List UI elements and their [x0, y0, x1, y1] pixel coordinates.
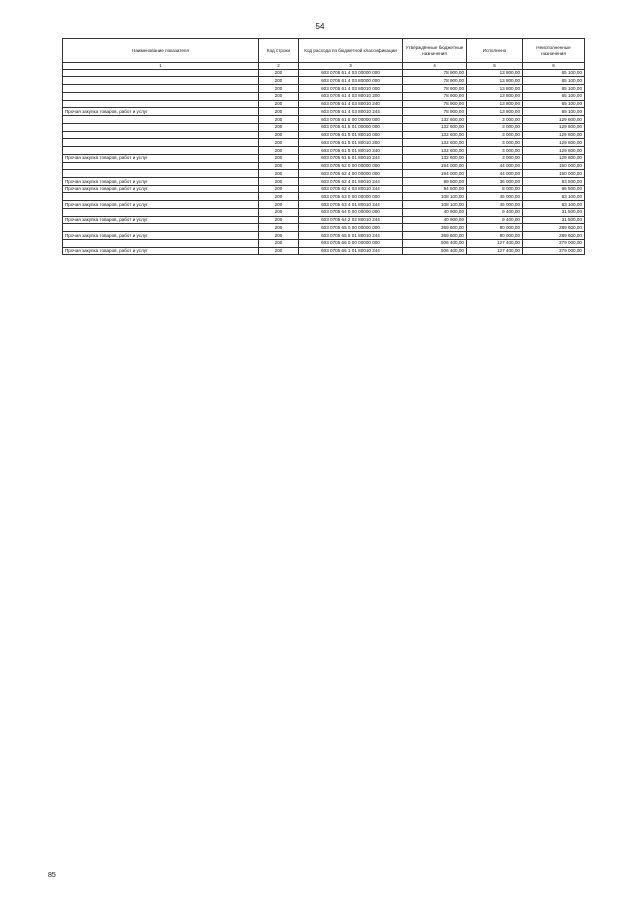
table-row [63, 224, 585, 232]
column-header: Код расхода по бюджетной классификации [299, 39, 403, 63]
column-number: 5 [467, 63, 523, 70]
row-name-cell [63, 77, 259, 85]
row-name-cell [63, 147, 259, 155]
table-row [63, 139, 585, 147]
row-budget-code-cell: 603 0705 61 4 03 80010 240 [299, 100, 403, 108]
row-budget-code-cell: 603 0705 61 4 03 80010 200 [299, 92, 403, 100]
row-approved-amount-cell: 99 500,00 [403, 178, 467, 186]
row-line-code-cell: 200 [259, 139, 299, 147]
row-executed-amount-cell: 80 000,00 [467, 224, 523, 232]
column-header: Наименование показателя [63, 39, 259, 63]
table-row [63, 116, 585, 124]
row-name-cell: Прочая закупка товаров, работ и услуг [63, 247, 259, 255]
table-row [63, 131, 585, 139]
table-row [63, 77, 585, 85]
row-executed-amount-cell: 44 000,00 [467, 170, 523, 178]
footer-number: 85 [48, 872, 56, 879]
row-name-cell: Прочая закупка товаров, работ и услуг [63, 216, 259, 224]
row-line-code-cell: 200 [259, 92, 299, 100]
row-name-cell: Прочая закупка товаров, работ и услуг [63, 232, 259, 240]
column-header: Неисполненные назначения [523, 39, 585, 63]
row-remaining-amount-cell: 63 500,00 [523, 178, 585, 186]
table-row [63, 123, 585, 131]
row-budget-code-cell: 603 0705 61 4 03 80000 000 [299, 77, 403, 85]
row-budget-code-cell: 603 0705 61 5 01 80010 000 [299, 131, 403, 139]
row-name-cell [63, 123, 259, 131]
row-remaining-amount-cell: 129 600,00 [523, 154, 585, 162]
row-name-cell [63, 162, 259, 170]
row-name-cell: Прочая закупка товаров, работ и услуг [63, 108, 259, 116]
table-body [63, 63, 585, 255]
row-remaining-amount-cell: 150 000,00 [523, 162, 585, 170]
row-remaining-amount-cell: 65 100,00 [523, 100, 585, 108]
row-line-code-cell: 200 [259, 185, 299, 193]
row-budget-code-cell: 603 0705 62 4 01 80010 244 [299, 178, 403, 186]
row-line-code-cell: 200 [259, 193, 299, 201]
row-approved-amount-cell: 78 900,00 [403, 85, 467, 93]
row-budget-code-cell: 603 0705 61 4 03 80010 000 [299, 85, 403, 93]
row-executed-amount-cell: 3 000,00 [467, 131, 523, 139]
row-remaining-amount-cell: 65 100,00 [523, 85, 585, 93]
row-budget-code-cell: 603 0705 66 1 01 80010 244 [299, 247, 403, 255]
row-budget-code-cell: 603 0705 62 4 03 80010 244 [299, 185, 403, 193]
column-number-row [63, 63, 585, 70]
row-remaining-amount-cell: 65 100,00 [523, 92, 585, 100]
table-row [63, 100, 585, 108]
row-budget-code-cell: 603 0705 61 4 03 80010 244 [299, 108, 403, 116]
row-line-code-cell: 200 [259, 216, 299, 224]
table-row [63, 201, 585, 209]
column-number: 4 [403, 63, 467, 70]
page-number: 54 [315, 22, 325, 31]
row-remaining-amount-cell: 63 100,00 [523, 193, 585, 201]
row-budget-code-cell: 603 0705 64 0 00 00000 000 [299, 208, 403, 216]
row-executed-amount-cell: 80 000,00 [467, 232, 523, 240]
row-executed-amount-cell: 9 400,00 [467, 208, 523, 216]
row-executed-amount-cell: 3 000,00 [467, 116, 523, 124]
row-remaining-amount-cell: 129 600,00 [523, 139, 585, 147]
row-budget-code-cell: 603 0705 63 0 00 00000 000 [299, 193, 403, 201]
row-line-code-cell: 200 [259, 147, 299, 155]
row-line-code-cell: 200 [259, 131, 299, 139]
row-line-code-cell: 200 [259, 178, 299, 186]
row-approved-amount-cell: 108 100,00 [403, 193, 467, 201]
table-row [63, 162, 585, 170]
row-approved-amount-cell: 369 600,00 [403, 224, 467, 232]
row-name-cell [63, 131, 259, 139]
row-name-cell [63, 100, 259, 108]
column-header: Код строки [259, 39, 299, 63]
table-header-row [63, 39, 585, 63]
column-number: 1 [63, 63, 259, 70]
row-name-cell: Прочая закупка товаров, работ и услуг [63, 178, 259, 186]
row-executed-amount-cell: 44 000,00 [467, 162, 523, 170]
row-budget-code-cell: 603 0705 62 0 00 00000 000 [299, 162, 403, 170]
row-approved-amount-cell: 94 500,00 [403, 185, 467, 193]
table-row [63, 85, 585, 93]
table-row [63, 147, 585, 155]
row-executed-amount-cell: 3 000,00 [467, 139, 523, 147]
table-row [63, 185, 585, 193]
row-line-code-cell: 200 [259, 154, 299, 162]
row-remaining-amount-cell: 129 600,00 [523, 116, 585, 124]
row-approved-amount-cell: 40 900,00 [403, 216, 467, 224]
row-budget-code-cell: 603 0705 62 4 00 00000 000 [299, 170, 403, 178]
row-line-code-cell: 200 [259, 85, 299, 93]
row-budget-code-cell: 603 0705 65 5 01 80010 244 [299, 232, 403, 240]
table-row [63, 193, 585, 201]
row-budget-code-cell: 603 0705 63 4 01 80010 244 [299, 201, 403, 209]
row-remaining-amount-cell: 129 600,00 [523, 123, 585, 131]
row-approved-amount-cell: 132 600,00 [403, 123, 467, 131]
row-remaining-amount-cell: 65 100,00 [523, 69, 585, 77]
table-row [63, 216, 585, 224]
table-row [63, 247, 585, 255]
row-line-code-cell: 200 [259, 247, 299, 255]
table-row [63, 154, 585, 162]
row-executed-amount-cell: 13 800,00 [467, 92, 523, 100]
row-budget-code-cell: 603 0705 61 5 00 00000 000 [299, 116, 403, 124]
row-executed-amount-cell: 127 400,00 [467, 247, 523, 255]
row-name-cell [63, 208, 259, 216]
row-name-cell [63, 239, 259, 247]
row-approved-amount-cell: 132 600,00 [403, 147, 467, 155]
row-executed-amount-cell: 3 000,00 [467, 123, 523, 131]
row-name-cell [63, 139, 259, 147]
row-remaining-amount-cell: 289 600,00 [523, 224, 585, 232]
row-name-cell [63, 69, 259, 77]
table-row [63, 239, 585, 247]
row-line-code-cell: 200 [259, 239, 299, 247]
row-approved-amount-cell: 78 900,00 [403, 100, 467, 108]
row-executed-amount-cell: 13 800,00 [467, 100, 523, 108]
row-approved-amount-cell: 78 900,00 [403, 69, 467, 77]
row-name-cell [63, 116, 259, 124]
row-name-cell: Прочая закупка товаров, работ и услуг [63, 201, 259, 209]
table-row [63, 92, 585, 100]
row-name-cell: Прочая закупка товаров, работ и услуг [63, 185, 259, 193]
row-remaining-amount-cell: 31 500,00 [523, 208, 585, 216]
budget-execution-table [62, 38, 585, 255]
row-executed-amount-cell: 13 800,00 [467, 77, 523, 85]
row-executed-amount-cell: 13 800,00 [467, 108, 523, 116]
row-remaining-amount-cell: 379 000,00 [523, 247, 585, 255]
row-budget-code-cell: 603 0705 61 4 03 00000 000 [299, 69, 403, 77]
row-remaining-amount-cell: 31 500,00 [523, 216, 585, 224]
row-executed-amount-cell: 45 000,00 [467, 201, 523, 209]
row-remaining-amount-cell: 129 600,00 [523, 131, 585, 139]
row-name-cell: Прочая закупка товаров, работ и услуг [63, 154, 259, 162]
row-executed-amount-cell: 13 800,00 [467, 69, 523, 77]
row-approved-amount-cell: 132 600,00 [403, 139, 467, 147]
column-header: Исполнено [467, 39, 523, 63]
row-remaining-amount-cell: 86 500,00 [523, 185, 585, 193]
row-line-code-cell: 200 [259, 123, 299, 131]
column-number: 3 [299, 63, 403, 70]
row-executed-amount-cell: 36 000,00 [467, 178, 523, 186]
table-row [63, 232, 585, 240]
row-approved-amount-cell: 132 600,00 [403, 131, 467, 139]
row-approved-amount-cell: 40 900,00 [403, 208, 467, 216]
row-budget-code-cell: 603 0705 61 5 01 80010 240 [299, 147, 403, 155]
row-line-code-cell: 200 [259, 77, 299, 85]
row-approved-amount-cell: 369 600,00 [403, 232, 467, 240]
row-name-cell [63, 85, 259, 93]
table-row [63, 108, 585, 116]
row-approved-amount-cell: 506 400,00 [403, 239, 467, 247]
row-line-code-cell: 200 [259, 232, 299, 240]
column-number: 6 [523, 63, 585, 70]
row-approved-amount-cell: 194 000,00 [403, 170, 467, 178]
row-remaining-amount-cell: 129 600,00 [523, 147, 585, 155]
row-executed-amount-cell: 127 400,00 [467, 239, 523, 247]
column-header: Утверждённые бюджетные назначения [403, 39, 467, 63]
row-remaining-amount-cell: 150 000,00 [523, 170, 585, 178]
table-row [63, 69, 585, 77]
row-executed-amount-cell: 13 800,00 [467, 85, 523, 93]
row-remaining-amount-cell: 65 100,00 [523, 108, 585, 116]
row-line-code-cell: 200 [259, 116, 299, 124]
row-remaining-amount-cell: 65 100,00 [523, 77, 585, 85]
row-line-code-cell: 200 [259, 162, 299, 170]
row-line-code-cell: 200 [259, 170, 299, 178]
row-approved-amount-cell: 108 100,00 [403, 201, 467, 209]
row-line-code-cell: 200 [259, 69, 299, 77]
row-name-cell [63, 193, 259, 201]
row-executed-amount-cell: 3 000,00 [467, 147, 523, 155]
row-approved-amount-cell: 132 600,00 [403, 154, 467, 162]
row-line-code-cell: 200 [259, 201, 299, 209]
row-name-cell [63, 92, 259, 100]
row-remaining-amount-cell: 63 100,00 [523, 201, 585, 209]
row-line-code-cell: 200 [259, 208, 299, 216]
row-approved-amount-cell: 194 000,00 [403, 162, 467, 170]
row-approved-amount-cell: 132 600,00 [403, 116, 467, 124]
row-budget-code-cell: 603 0705 66 0 00 00000 000 [299, 239, 403, 247]
table-row [63, 170, 585, 178]
row-executed-amount-cell: 3 000,00 [467, 154, 523, 162]
row-approved-amount-cell: 506 400,00 [403, 247, 467, 255]
row-remaining-amount-cell: 289 600,00 [523, 232, 585, 240]
row-approved-amount-cell: 78 900,00 [403, 77, 467, 85]
row-line-code-cell: 200 [259, 100, 299, 108]
row-approved-amount-cell: 78 900,00 [403, 108, 467, 116]
table-row [63, 208, 585, 216]
row-executed-amount-cell: 8 000,00 [467, 185, 523, 193]
row-line-code-cell: 200 [259, 224, 299, 232]
row-budget-code-cell: 603 0705 64 2 02 80010 244 [299, 216, 403, 224]
row-executed-amount-cell: 9 400,00 [467, 216, 523, 224]
row-line-code-cell: 200 [259, 108, 299, 116]
row-approved-amount-cell: 78 900,00 [403, 92, 467, 100]
row-remaining-amount-cell: 379 000,00 [523, 239, 585, 247]
row-budget-code-cell: 603 0705 61 5 01 80010 244 [299, 154, 403, 162]
row-budget-code-cell: 603 0705 65 0 00 00000 000 [299, 224, 403, 232]
row-budget-code-cell: 603 0705 61 5 01 80010 200 [299, 139, 403, 147]
row-name-cell [63, 170, 259, 178]
row-name-cell [63, 224, 259, 232]
row-budget-code-cell: 603 0705 61 5 01 00000 000 [299, 123, 403, 131]
row-executed-amount-cell: 45 000,00 [467, 193, 523, 201]
table-row [63, 178, 585, 186]
column-number: 2 [259, 63, 299, 70]
